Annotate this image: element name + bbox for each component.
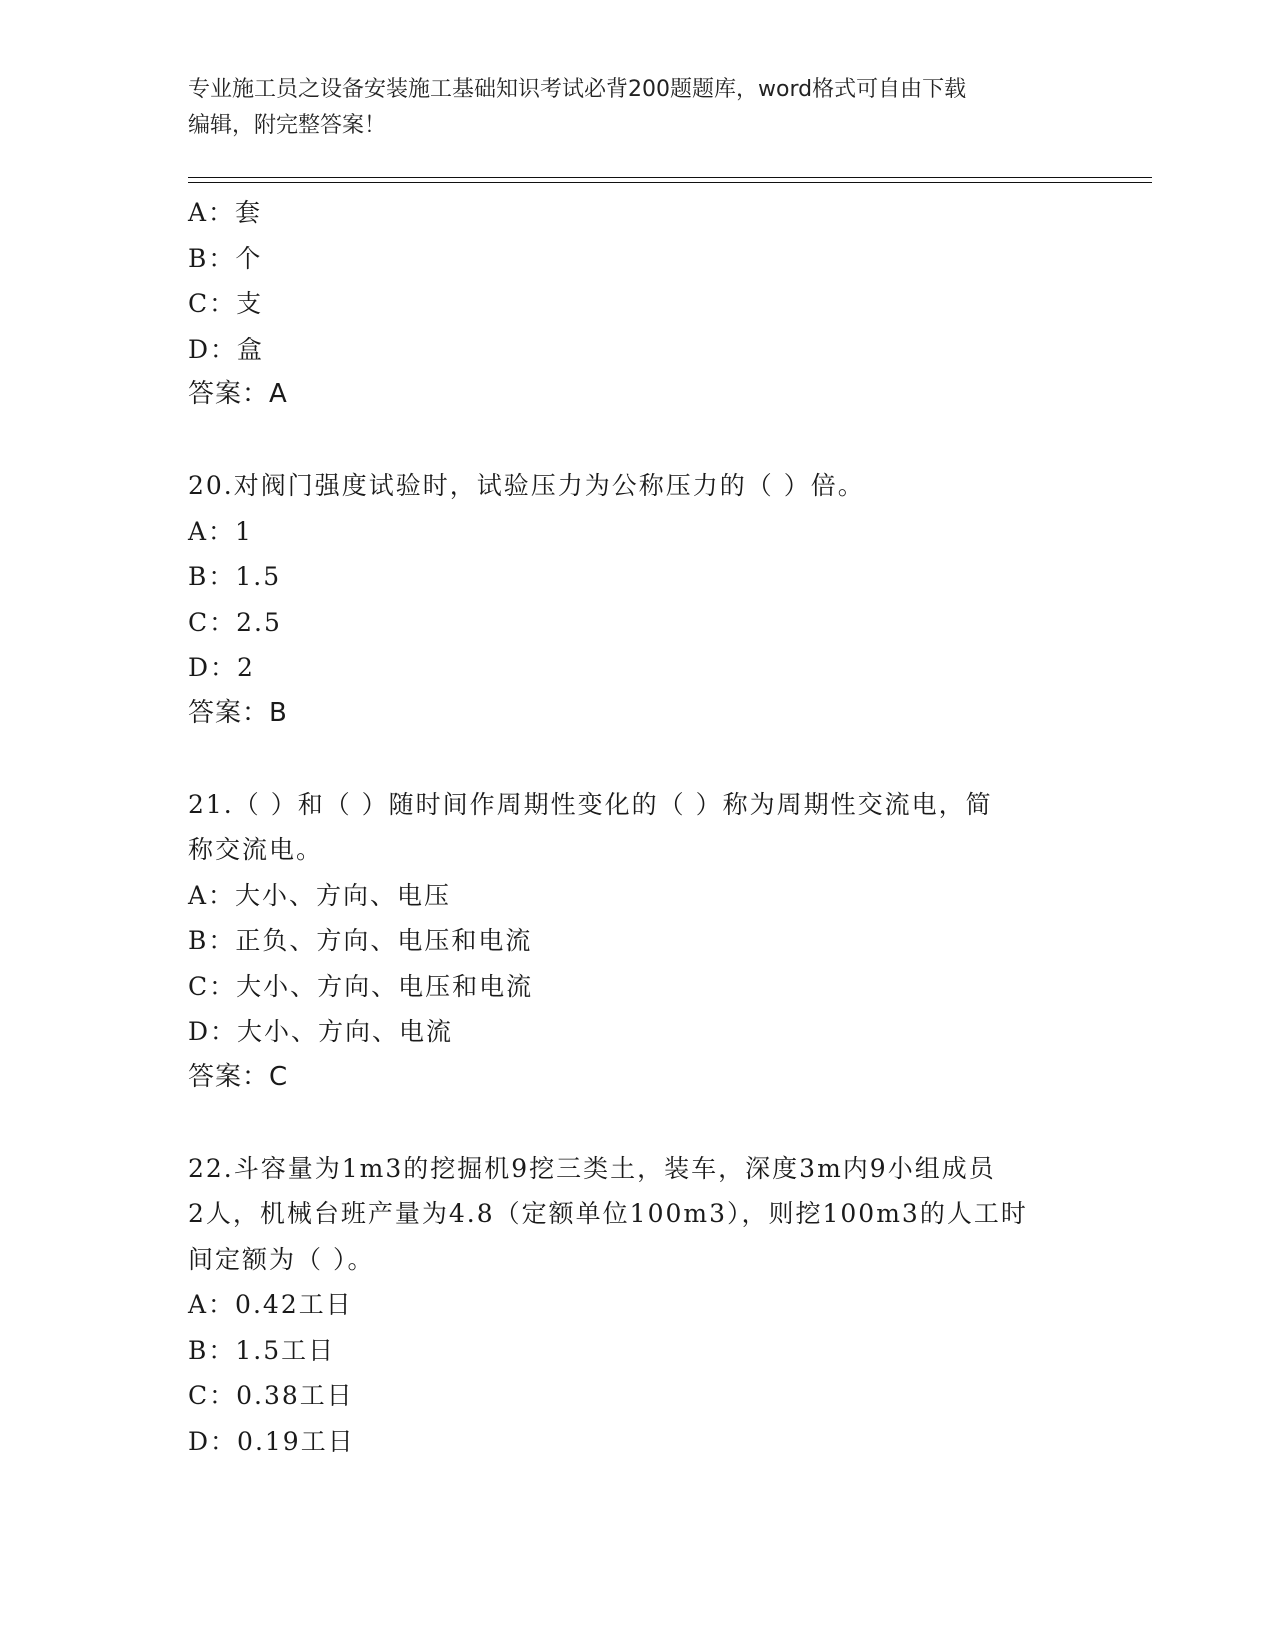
question-21-block bbox=[188, 782, 1088, 1101]
header-rule-top bbox=[188, 177, 1152, 178]
option-d: D：0.19工日 bbox=[188, 1426, 355, 1456]
option-c: C：2.5 bbox=[188, 607, 282, 637]
option-d: D：大小、方向、电流 bbox=[188, 1017, 454, 1046]
answer-line: 答案：B bbox=[188, 697, 288, 728]
option-b: B：1.5工日 bbox=[188, 1335, 336, 1365]
option-a: A：0.42工日 bbox=[188, 1290, 353, 1319]
header-line-2: 编辑，附完整答案！ bbox=[188, 113, 387, 138]
header-line-1: 专业施工员之设备安装施工基础知识考试必背200题题库，word格式可自由下载 bbox=[188, 77, 967, 102]
spacer bbox=[188, 1100, 1088, 1146]
question-text-continued: 称交流电。 bbox=[188, 835, 324, 864]
question-text: 21.（ ）和（ ）随时间作周期性变化的（ ）称为周期性交流电，简 bbox=[188, 789, 993, 819]
spacer bbox=[188, 736, 1088, 782]
question-22-block bbox=[188, 1146, 1088, 1465]
option-b: B：1.5 bbox=[188, 562, 282, 591]
question-list bbox=[188, 190, 1088, 1464]
option-a: A：大小、方向、电压 bbox=[188, 880, 452, 910]
option-d: D：盒 bbox=[188, 334, 265, 364]
question-text: 20.对阀门强度试验时，试验压力为公称压力的（ ）倍。 bbox=[188, 471, 865, 500]
option-d: D：2 bbox=[188, 653, 255, 682]
question-text-continued: 间定额为（ ）。 bbox=[188, 1244, 375, 1274]
option-a: A：套 bbox=[188, 198, 263, 227]
option-b: B：个 bbox=[188, 243, 263, 273]
header-rule-bottom bbox=[188, 182, 1152, 183]
spacer bbox=[188, 418, 1088, 464]
option-c: C：0.38工日 bbox=[188, 1381, 354, 1410]
question-20-block bbox=[188, 463, 1088, 736]
option-c: C：大小、方向、电压和电流 bbox=[188, 971, 534, 1001]
answer-line: 答案：A bbox=[188, 379, 288, 409]
option-a: A：1 bbox=[188, 516, 253, 546]
option-c: C：支 bbox=[188, 289, 264, 318]
document-header bbox=[188, 72, 1068, 144]
question-text-continued: 2人，机械台班产量为4.8（定额单位100m3），则挖100m3的人工时 bbox=[188, 1199, 1028, 1228]
question-19-block bbox=[188, 190, 1088, 418]
option-b: B：正负、方向、电压和电流 bbox=[188, 926, 533, 955]
question-text: 22.斗容量为1m3的挖掘机9挖三类土，装车，深度3m内9小组成员 bbox=[188, 1153, 996, 1183]
answer-line: 答案：C bbox=[188, 1061, 289, 1092]
